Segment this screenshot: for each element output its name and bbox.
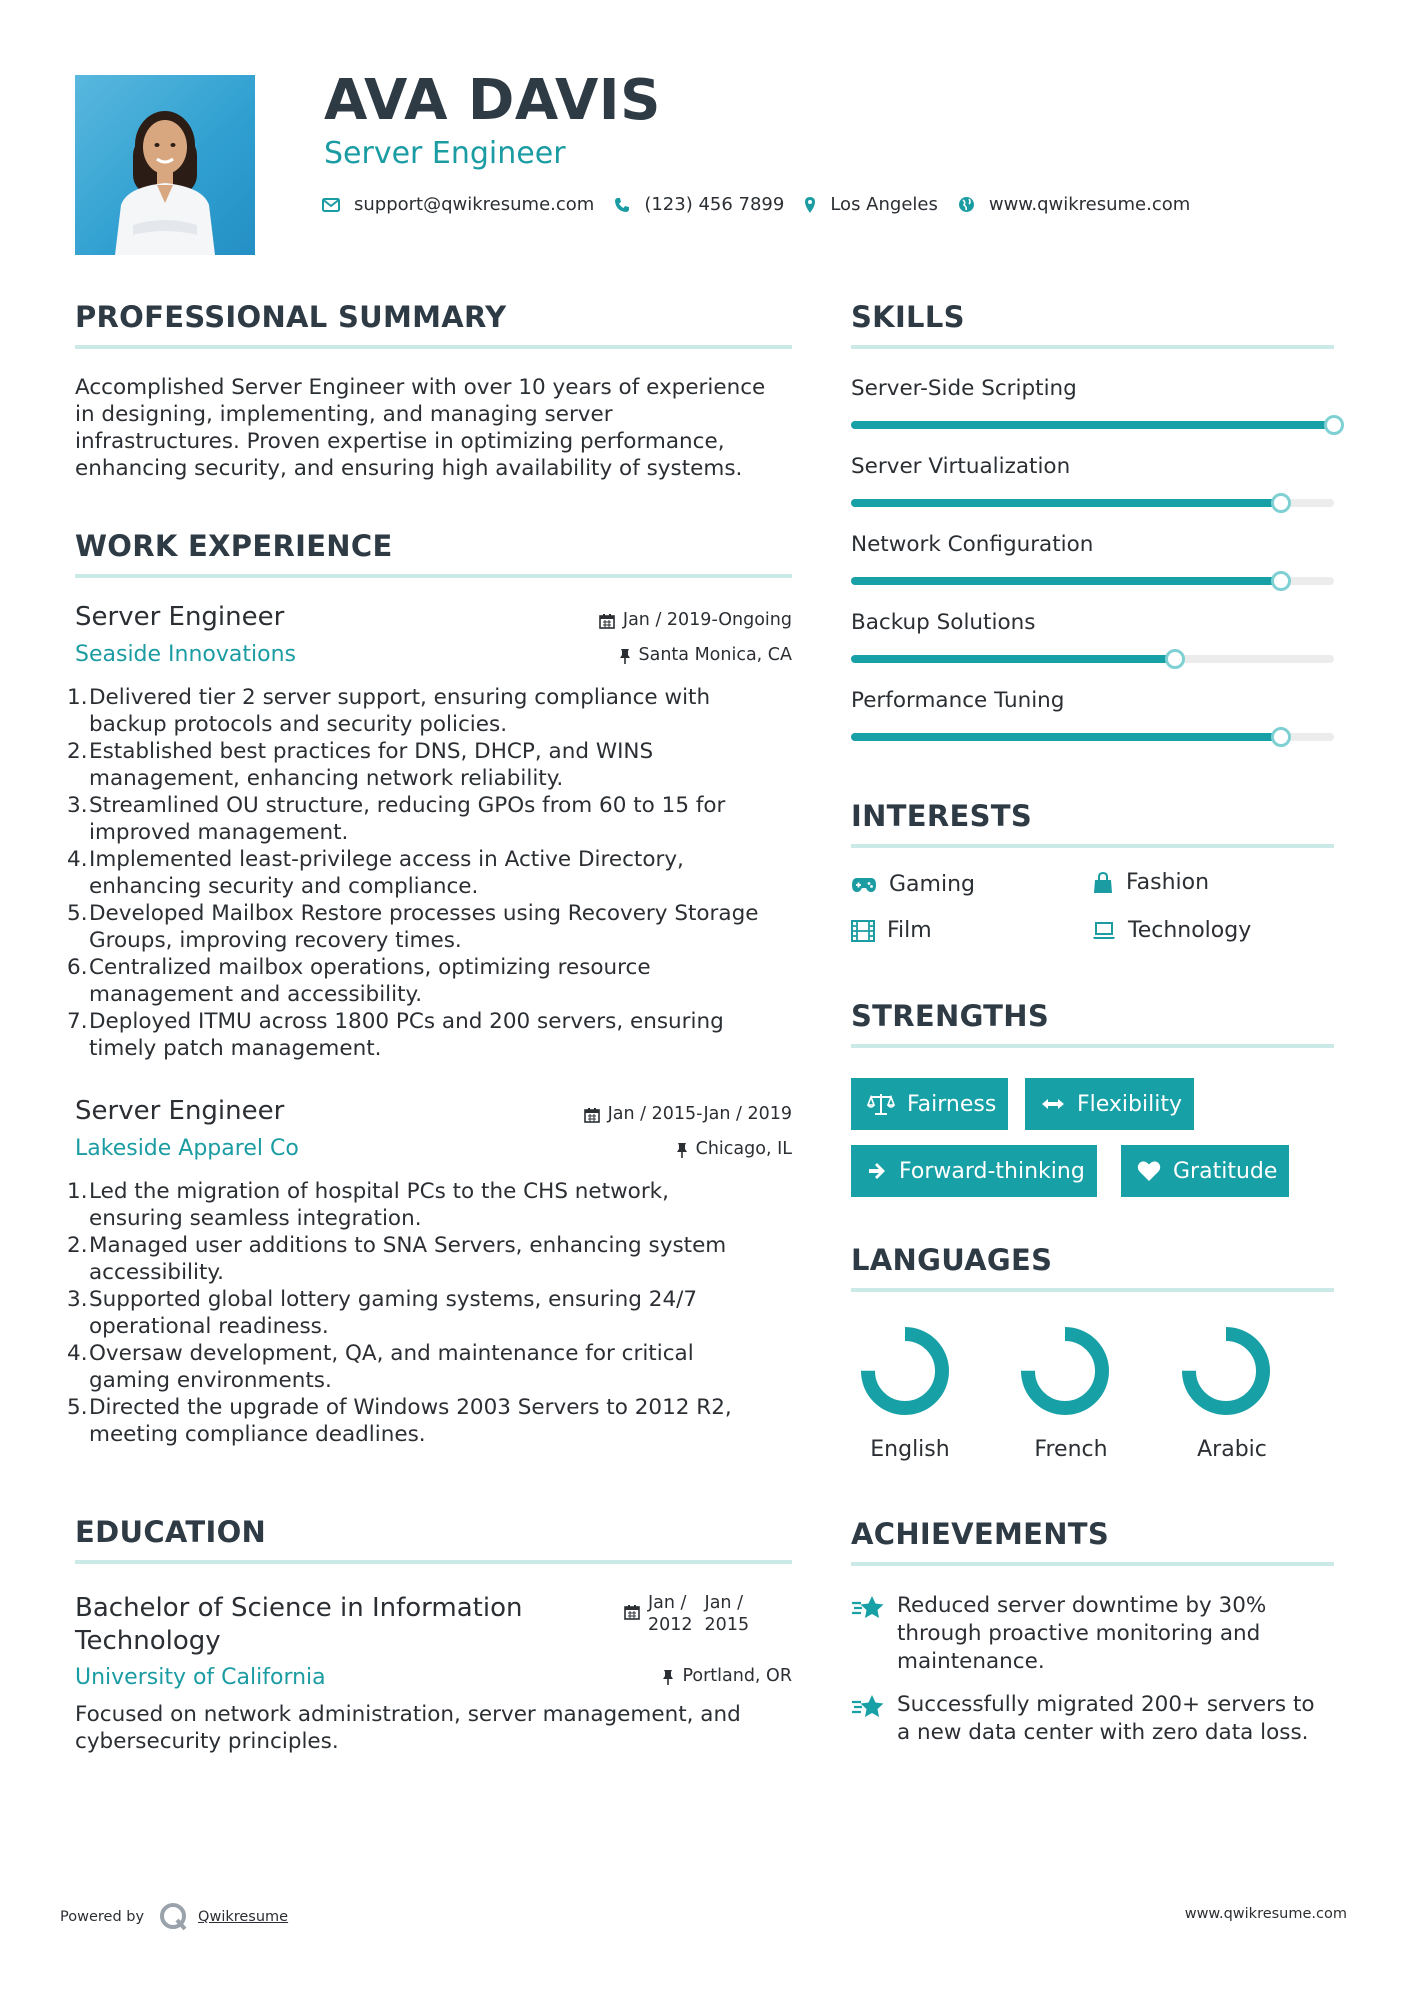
company-name: Seaside Innovations xyxy=(75,642,296,667)
interests-divider xyxy=(851,844,1334,848)
interests-heading: INTERESTS xyxy=(851,799,1033,833)
degree-title: Bachelor of Science in Information Technology xyxy=(75,1593,523,1656)
candidate-title: Server Engineer xyxy=(324,136,566,171)
interest-label: Fashion xyxy=(1126,870,1210,895)
work-divider xyxy=(75,574,792,578)
school-name: University of California xyxy=(75,1665,326,1690)
phone-text: (123) 456 7899 xyxy=(644,194,785,215)
strengths-heading: STRENGTHS xyxy=(851,999,1050,1033)
job-title: Server Engineer xyxy=(75,1096,285,1126)
star-icon xyxy=(851,1694,885,1720)
strength-label: Gratitude xyxy=(1173,1158,1278,1184)
skill-bar-knob xyxy=(1271,727,1291,747)
list-item: Implemented least-privilege access in Active Directory, enhancing security and compliance. xyxy=(89,847,684,899)
envelope-icon xyxy=(322,198,340,212)
contact-bar xyxy=(322,194,1210,215)
education-divider xyxy=(75,1560,792,1564)
skill-bar-fill xyxy=(851,655,1175,663)
list-item: Delivered tier 2 server support, ensuring compliance with backup protocols and security policies. xyxy=(89,685,711,737)
globe-icon xyxy=(958,196,975,213)
skill-bar-knob xyxy=(1165,649,1185,669)
pushpin-icon xyxy=(662,1669,674,1685)
skill-bar-fill xyxy=(851,499,1281,507)
strengths-divider xyxy=(851,1044,1334,1048)
skills-heading: SKILLS xyxy=(851,300,965,334)
skill-label: Backup Solutions xyxy=(851,610,1036,635)
arrow-right-icon xyxy=(867,1161,887,1181)
skill-bar-fill xyxy=(851,421,1334,429)
interest-technology xyxy=(1092,920,1251,942)
strength-label: Flexibility xyxy=(1077,1091,1182,1117)
language-gauge xyxy=(860,1326,950,1416)
skill-bar-fill xyxy=(851,733,1281,741)
job-dates-text: Jan / 2015-Jan / 2019 xyxy=(607,1104,792,1124)
summary-line: enhancing security, and ensuring high availability of systems. xyxy=(75,456,743,481)
interest-label: Gaming xyxy=(889,872,975,897)
calendar-icon xyxy=(624,1604,640,1620)
job-title: Server Engineer xyxy=(75,602,285,632)
work-heading: WORK EXPERIENCE xyxy=(75,529,393,563)
summary-line: in designing, implementing, and managing server xyxy=(75,402,613,427)
skill-label: Network Configuration xyxy=(851,532,1094,557)
phone-icon xyxy=(614,197,630,213)
skill-bar-knob xyxy=(1324,415,1344,435)
job-bullets xyxy=(70,1178,810,1448)
person-illustration xyxy=(75,75,255,255)
summary-text xyxy=(75,374,805,482)
qwikresume-link[interactable]: Qwikresume xyxy=(198,1909,289,1925)
strength-chip-flexibility xyxy=(1025,1078,1194,1130)
interest-film xyxy=(851,920,932,942)
interest-label: Technology xyxy=(1128,918,1252,943)
skill-bar-fill xyxy=(851,577,1281,585)
achievements-heading: ACHIEVEMENTS xyxy=(851,1517,1110,1551)
company-name: Lakeside Apparel Co xyxy=(75,1136,299,1161)
list-item: Deployed ITMU across 1800 PCs and 200 servers, ensuring timely patch management. xyxy=(89,1009,724,1061)
footer-website[interactable]: www.qwikresume.com xyxy=(1184,1906,1347,1922)
strength-label: Forward-thinking xyxy=(899,1158,1085,1184)
achievement-text: Reduced server downtime by 30% through proactive monitoring and maintenance. xyxy=(897,1593,1267,1674)
pushpin-icon xyxy=(619,648,631,664)
contact-phone[interactable] xyxy=(614,194,784,215)
strength-chip-gratitude xyxy=(1121,1145,1289,1197)
skills-divider xyxy=(851,345,1334,349)
skill-bar-knob xyxy=(1271,493,1291,513)
skill-bar-knob xyxy=(1271,571,1291,591)
interest-gaming xyxy=(851,874,975,896)
education-start-date: Jan / 2012 xyxy=(648,1593,693,1635)
footer-powered-by xyxy=(60,1902,288,1932)
list-item: Streamlined OU structure, reducing GPOs from 60 to 15 for improved management. xyxy=(89,793,726,845)
skill-label: Performance Tuning xyxy=(851,688,1065,713)
interest-label: Film xyxy=(887,918,932,943)
job-bullets xyxy=(70,684,810,1062)
skill-bar xyxy=(851,499,1334,507)
gamepad-icon xyxy=(851,876,877,894)
language-label: Arabic xyxy=(1197,1437,1267,1462)
job-dates xyxy=(599,612,792,630)
powered-by-text: Powered by xyxy=(60,1909,145,1925)
strength-label: Fairness xyxy=(907,1091,997,1117)
calendar-icon xyxy=(584,1107,600,1123)
email-text: support@qwikresume.com xyxy=(354,194,595,215)
language-gauge xyxy=(1020,1326,1110,1416)
strength-chip-forward-thinking xyxy=(851,1145,1097,1197)
achievement-item xyxy=(851,1691,1341,1747)
achievement-text: Successfully migrated 200+ servers to a new data center with zero data loss. xyxy=(897,1692,1315,1745)
contact-website[interactable] xyxy=(958,194,1190,215)
language-label: English xyxy=(870,1437,950,1462)
pushpin-icon xyxy=(676,1142,688,1158)
shopping-bag-icon xyxy=(1092,872,1114,894)
summary-divider xyxy=(75,345,792,349)
profile-photo xyxy=(75,75,255,255)
skill-bar xyxy=(851,577,1334,585)
list-item: Centralized mailbox operations, optimizing resource management and accessibility. xyxy=(89,955,651,1007)
location-text: Los Angeles xyxy=(830,194,938,215)
candidate-name: AVA DAVIS xyxy=(324,68,661,133)
list-item: Directed the upgrade of Windows 2003 Servers to 2012 R2, meeting compliance deadlines. xyxy=(89,1395,732,1447)
list-item: Led the migration of hospital PCs to the CHS network, ensuring seamless integration. xyxy=(89,1179,669,1231)
job-location-text: Chicago, IL xyxy=(695,1139,792,1159)
contact-email[interactable] xyxy=(322,194,594,215)
skill-label: Server-Side Scripting xyxy=(851,376,1077,401)
film-icon xyxy=(851,920,875,942)
website-text: www.qwikresume.com xyxy=(988,194,1191,215)
laptop-icon xyxy=(1092,922,1116,940)
list-item: Developed Mailbox Restore processes using Recovery Storage Groups, improving recovery times. xyxy=(89,901,759,953)
list-item: Established best practices for DNS, DHCP, and WINS management, enhancing network reliability. xyxy=(89,739,654,791)
education-location xyxy=(662,1668,792,1686)
list-item: Managed user additions to SNA Servers, enhancing system accessibility. xyxy=(89,1233,727,1285)
arrows-horizontal-icon xyxy=(1041,1097,1065,1111)
job-dates-text: Jan / 2019-Ongoing xyxy=(622,610,792,630)
heart-icon xyxy=(1137,1160,1161,1182)
map-pin-icon xyxy=(804,196,816,214)
skill-bar xyxy=(851,733,1334,741)
calendar-icon xyxy=(599,613,615,629)
summary-line: infrastructures. Proven expertise in optimizing performance, xyxy=(75,429,725,454)
language-label: French xyxy=(1034,1437,1108,1462)
achievements-divider xyxy=(851,1562,1334,1566)
interest-fashion xyxy=(1092,872,1209,894)
summary-line: Accomplished Server Engineer with over 10 years of experience xyxy=(75,375,766,400)
job-location xyxy=(619,647,793,665)
education-end-date: Jan / 2015 xyxy=(704,1593,750,1635)
strength-chip-fairness xyxy=(851,1078,1008,1130)
education-description: Focused on network administration, server management, and cybersecurity principles. xyxy=(75,1702,741,1754)
list-item: Oversaw development, QA, and maintenance for critical gaming environments. xyxy=(89,1341,694,1393)
qwikresume-logo-icon xyxy=(158,1902,190,1932)
education-heading: EDUCATION xyxy=(75,1515,267,1549)
skill-bar xyxy=(851,421,1334,429)
job-location xyxy=(676,1141,792,1159)
languages-heading: LANGUAGES xyxy=(851,1243,1053,1277)
achievement-item xyxy=(851,1592,1341,1676)
contact-location xyxy=(804,194,938,215)
star-icon xyxy=(851,1595,885,1621)
skill-bar xyxy=(851,655,1334,663)
education-location-text: Portland, OR xyxy=(682,1666,792,1686)
skill-label: Server Virtualization xyxy=(851,454,1071,479)
education-dates xyxy=(624,1592,749,1636)
language-gauge xyxy=(1181,1326,1271,1416)
balance-scale-icon xyxy=(867,1093,895,1115)
list-item: Supported global lottery gaming systems, ensuring 24/7 operational readiness. xyxy=(89,1287,698,1339)
summary-heading: PROFESSIONAL SUMMARY xyxy=(75,300,507,334)
languages-divider xyxy=(851,1288,1334,1292)
job-location-text: Santa Monica, CA xyxy=(638,645,792,665)
job-dates xyxy=(584,1106,792,1124)
